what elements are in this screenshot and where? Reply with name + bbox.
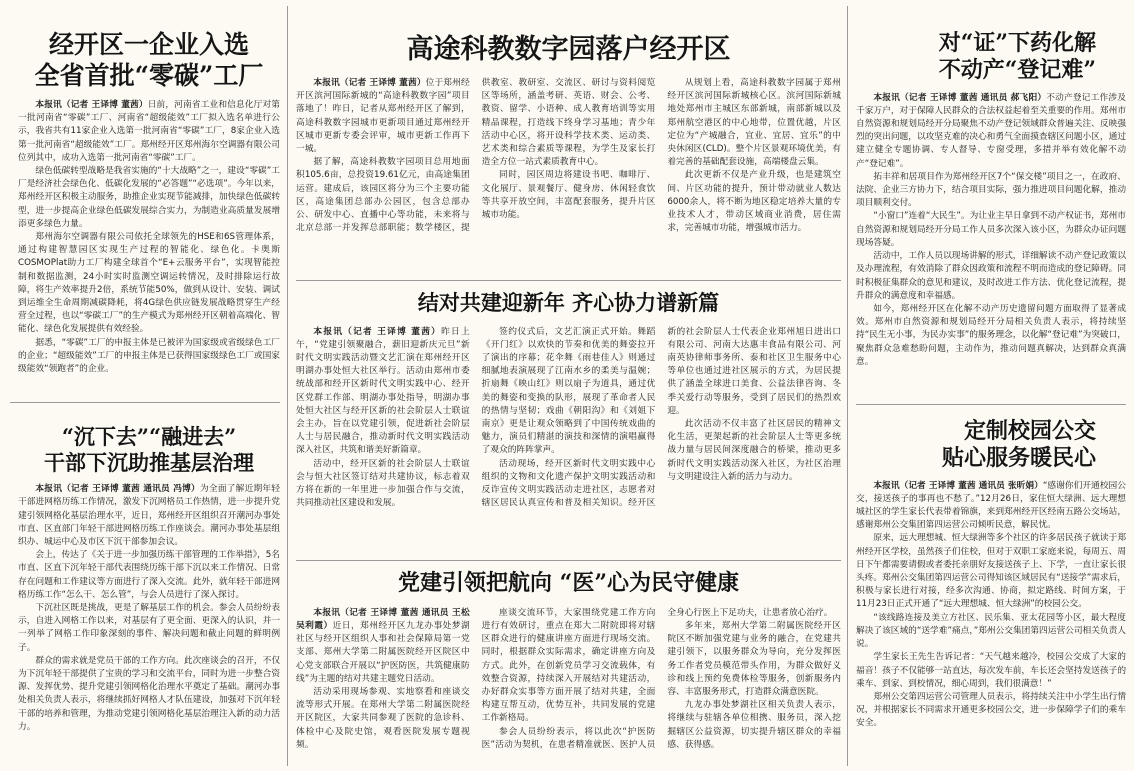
headline-line-1: 定制校园公交: [963, 418, 1096, 444]
section-rule-center-2: [296, 560, 841, 561]
headline-digital-park: 高途科教数字园落户经开区: [406, 34, 731, 65]
paragraph: 群众的需求就是党员干部的工作方向。此次座谈会的召开，不仅为下沉年轻干部提供了宝贵的学习和交流平台，同时为进一步整合资源、发挥优势、提升党建引领网格化治理水平奠定了基础。潮河办事处相关负责人表示，将继续抓好网格人才队伍建设，加强对下沉年轻干部的培养和管理，为推动党建引领网格化基层治理注入新的动力活力。: [18, 655, 280, 732]
paragraph: 下沉社区既是挑战，更是了解基层工作的机会。参会人员纷纷表示，自进入网格工作以来，对基层有了更全面、更深入的认识，并一一列举了网格工作印象深刻的事件、解决问题和截止问题的鲜明例子。: [18, 603, 280, 653]
article-body: [296, 326, 841, 552]
headline-line-1: 对“证”下药化解: [938, 30, 1096, 56]
article-body: [296, 607, 841, 759]
paragraph: 多年来，郑州大学第二附属医院经开区院区不断加强党建与业务的融合，在党建共建引领下，以服务群众为导向，充分发挥医务工作者党员模范带头作用，为群众做好义诊和线上预约免费体检等服务，创新服务内容、丰富服务形式，打造群众满意医院。: [667, 621, 841, 698]
byline: 本报讯（记者 王译博 董茜 通讯员 郝飞阳）: [873, 92, 1047, 103]
paragraph: 昨日上午，“党建引领聚融合，薪旧迎新庆元旦”新时代文明实践活动暨文艺汇演在郑州经开区明湖办事处恒大社区举行。活动由郑州市委统战部和经开区新时代文明实践中心、经开区党群工作部、明湖办事处指导，明湖办事处恒大社区与经开区新的社会阶层人士联谊会主办，旨在以党建引领，促进新社会阶层人士与居民融合，推动新时代文明实践活动深入社区，共筑和谐美好新篇章。: [296, 326, 470, 456]
article-body: [856, 480, 1126, 731]
paragraph: 绿色低碳转型战略是我省实施的“十大战略”之一，建设“零碳”工厂是经济社会绿色化、低碳化发展的“必答题”“必选项”。今年以来，郑州经开区积极主动服务，助推企业实现节能减排，加快绿色低碳转型，进一步提高企业绿色低碳发展综合实力，为制造业高质量发展增添更多绿色力量。: [18, 166, 280, 229]
article-grassroots: [18, 424, 280, 766]
article-school-bus: [856, 418, 1126, 766]
article-digital-park: [296, 34, 841, 278]
column-rule-left: [287, 6, 288, 766]
paragraph: 座谈交流环节，大家围绕党建工作方向进行有效研讨，重点在郑大二附院即将对辖区群众进行的健康讲座方面进行现场交流。同时，根据群众实际需求，确定讲座方向及方式。此外，在创新党员学习交流载体，有效整合资源，持续深入开展结对共建活动，办好群众实事等方面开展了结对共建，全面构建互帮互动，优势互补，共同发展的党建工作新格局。: [481, 607, 656, 724]
byline: 本报讯（记者 王译博 董茜）: [35, 100, 148, 110]
article-body: [856, 92, 1126, 369]
paragraph: 不动产登记工作涉及千家万户，对于保障人民群众的合法权益起着至关重要的作用。郑州市自然资源和规划局经开分局聚焦不动产登记领域群众普遍关注、反映强烈的突出问题，以攻坚克难的决心和勇气全面摸查辖区问题小区，通过建立健全专题协调、专人督导、专窗受理，多措并举有效化解不动产“登记难”。: [856, 92, 1126, 169]
paragraph: 活动中，工作人员以现场讲解的形式，详细解读不动产登记政策以及办理流程，有效消除了群众因政策和流程不明而造成的登记障碍。同时积极征集群众的意见和建议，及时改进工作方法、优化登记流程，提升群众的满意度和幸福感。: [856, 251, 1126, 301]
article-medical: [296, 570, 841, 766]
paragraph: 如今，郑州经开区在化解不动产历史遗留问题方面取得了显著成效。郑州市自然资源和规划局经开分局相关负责人表示，将持续坚持“民生无小事，为民办实事”的服务理念，以化解“登记难”为突破口，聚焦群众急难愁盼问题，主动作为，推动问题真解决，达到群众真满意。: [856, 303, 1126, 367]
article-body: [296, 77, 841, 273]
section-rule-right: [856, 404, 1126, 405]
paragraph: 原来，远大理想城、恒大绿洲等多个社区的许多居民孩子就读于郑州经开区学校，虽然孩子们住校，但对于双职工家庭来说，每周五、周日下午都需要请假或者委托亲朋好友接送孩子上、下学，一直让家长很头疼。郑州公交集团第四运营公司得知该区域居民有“送接学”需求后，积极与家长进行对接，经多次沟通、协商，拟定路线、时间方案，于11月23日正式开通了“远大理想城、恒大绿洲”的校园公交。: [856, 533, 1126, 610]
article-zero-carbon: [18, 30, 280, 402]
headline-line-2: 贴心服务暖民心: [941, 444, 1096, 471]
paragraph: 日前，河南省工业和信息化厅对第一批河南省“零碳”工厂、河南省“超级能效”工厂拟入选名单进行公示，我省共有11家企业入选第一批河南省“零碳”工厂，8家企业入选第一批河南省“超级能效”工厂。郑州经开区郑州海尔空调器有限公司位列其中，成功入选第一批河南省“零碳”工厂。: [18, 100, 280, 163]
paragraph: “小窗口”连着“大民生”。为让业主早日拿到不动产权证书，郑州市自然资源和规划局经开分局工作人员多次深入该小区，为群众办证问题现场答疑。: [856, 211, 1126, 248]
paragraph: 据了解，高途科教数字园项目总用地面积105.6亩，总投资19.61亿元，由高途集团运营。建成后，该园区将分为三个主要功能区，高途集团总部办公园区，包含总部办公、研发中心、直播中心等功能，未来将与北京总部一并发挥总部职能；数学楼区，提供教室、教研室、交流区、研讨与资料阅览区等场所，涵盖考研、英语、财会、公考、教资、留学、小语种、成人教育培训等实用精品课程，打造线下终身学习基地；青少年活动中心区，将开设科学技术类、运动类、艺术类和综合素质等课程，为学生及家长打造全方位一站式素质教育中心。: [296, 77, 656, 234]
headline-school-bus: [856, 418, 1126, 472]
article-body: [18, 99, 280, 376]
paragraph: 活动中，经开区新的社会阶层人士联谊会与恒大社区签订结对共建协议，标志着双方将在新的一年里进一步加强合作与交流，共同推动社区建设和发展。: [296, 458, 470, 509]
headline-grassroots: [18, 424, 280, 475]
headline-property: [856, 30, 1126, 84]
byline: 本报讯（记者 王译博 董茜 通讯员 冯博）: [35, 484, 200, 495]
article-body: [18, 483, 280, 734]
paragraph: 同时，园区周边将建设书吧、咖啡厅、文化展厅、景观餐厅、健身房、休闲轻食饮等共享开放空间，丰富配套服务，提升片区城市功能。: [481, 170, 656, 220]
headline-line-2: 全省首批“零碳”工厂: [34, 60, 264, 90]
headline-line-2: 不动产“登记难”: [938, 56, 1096, 83]
section-rule-left: [10, 402, 280, 403]
paragraph: 会上，传达了《关于进一步加强历练干部管理的工作举措》，5名市直、区直下沉年轻干部代表围绕历练干部下沉以来工作情况、日常存在问题和工作建议等方面进行了深入交流。此外，就年轻干部进网格历练工作“怎么干、怎么管”，与会人员进行了深入探讨。: [18, 550, 280, 600]
paragraph: 活动现场，经开区新时代文明实践中心组织的文物和文化遗产保护文明实践活动和反诈宣传文明实践活动走进社区，志愿者对辖区居民认真宣传和普及相关知识。经开区新的社会阶层人士代表企业郑州旭日进出口有限公司、河南大达惠丰食品有限公司、河南英协律师事务所、泰和社区卫生服务中心等单位也通过进社区展示的方式，为居民提供了涵盖全球进口美食、公益法律咨询、冬季关爱行动等服务，受到了居民们的热烈欢迎。: [481, 326, 841, 509]
article-property: [856, 30, 1126, 402]
paragraph: 从规划上看，高途科教数字园属于郑州经开区滨河国际新城核心区。滨河国际新城地处郑州市主城区东部新城，南部新城以及郑州航空港区的中心地带，位置优越，片区定位为“产城融合，宜业、宜居、宜乐”的中央休闲区(CLD)。整个片区景观环境优美，有着完善的基础配套设施，高端楼盘云集。: [667, 77, 841, 168]
paragraph: 位于郑州经开区滨河国际新城的“高途科教数字园”项目落地了！昨日，记者从郑州经开区了解到，高途科教数字园城市更新项目通过郑州经开区城市更新专委会评审，城市更新工作再下一城。: [296, 77, 470, 154]
paragraph: 活动采用现场参观、实地察看和座谈交流等形式开展。在郑州大学第二附属医院经开区院区，大家共同参观了医院的急诊科、体检中心及院史馆，观看医院发展专题视频。: [296, 687, 470, 750]
byline: 本报讯（记者 王译博 董茜 通讯员 张昕娟）: [873, 480, 1043, 491]
headline-line-2: 干部下沉助推基层治理: [44, 449, 254, 475]
paragraph: 参会人员纷纷表示，将以此次“护医防医”活动为契机，在患者精准就医、医护人员全身心行医上下足功夫，让患者放心治疗。: [481, 607, 833, 750]
byline: 本报讯（记者 王译博 董茜）: [313, 77, 426, 88]
headline-zero-carbon: [18, 30, 280, 91]
headline-new-year: 结对共建迎新年 齐心协力谱新篇: [417, 290, 720, 315]
paragraph: 此次更新不仅是产业升级，也是建筑空间、片区功能的提升，预计带动就业人数达6000余人，将不断为地区稳定培养大量的专业技术人才，带动区域商业消费，居住需求，完善城市功能，增强城市活力。: [667, 170, 841, 234]
byline: 本报讯（记者 王译博 董茜 通讯员 王松 吴利霞）: [296, 607, 470, 632]
paragraph: 近日，郑州经开区九龙办事处梦湖社区与经开区组织人事和社会保障局第一党支部、郑州大学第二附属医院经开区院区中心党支部联合开展以“护医防医，共筑健康防线”为主题的结对共建主题党日活动。: [296, 621, 470, 684]
section-rule-center-1: [296, 280, 841, 281]
paragraph: 学生家长王先生告诉记者：“天气越来越冷，校园公交成了大家的福音！孩子不仅能够一站直达，每次发车前，车长还会坚持发送孩子的乘车、到家、到校情况，细心周到，我们很满意！”: [856, 652, 1126, 689]
paragraph: 九龙办事处梦湖社区相关负责人表示，将继续与驻辖各单位相携、服务员，深入挖掘辖区公益资源，切实提升辖区群众的幸福感、获得感。: [667, 700, 841, 750]
paragraph: “该线路连接及美立方社区、民乐集、亚太花园等小区，最大程度解决了该区域的“送学难”痛点，”郑州公交集团第四运营公司相关负责人说。: [856, 612, 1126, 650]
headline-line-1: “沉下去”“融进去”: [61, 424, 237, 449]
headline-medical: 党建引领把航向 “医”心为民守健康: [398, 570, 739, 596]
headline-line-1: 经开区一企业入选: [48, 30, 249, 59]
paragraph: 据悉，“零碳”工厂的申报主体是已被评为国家级或省级绿色工厂的企业；“超级能效”工厂的申报主体是已获得国家级绿色工厂或国家级能效“领跑者”的企业。: [18, 337, 280, 375]
paragraph: 此次活动不仅丰富了社区居民的精神文化生活，更架起新的社会阶层人士等更多统战力量与居民间深度融合的桥梁，推动更多新时代文明实践活动深入社区，为社区治理与文明建设注入新的活力与动力。: [667, 419, 841, 482]
paragraph: “感谢你们开通校园公交，接送孩子的事再也不愁了。”12月26日，家住恒大绿洲、远大理想城社区的学生家长代表带着锦旗，来到郑州经开区经南五路公交场站，感谢郑州公交集团第四运营公司倾听民意，解民忧。: [856, 480, 1126, 531]
column-rule-right: [847, 6, 848, 766]
article-new-year: [296, 290, 841, 558]
paragraph: 郑州海尔空调器有限公司依托全球领先的HSE和6S管理体系，通过构建智慧园区实现生产过程的智能化、绿色化。卡奥斯COSMOPlat助力工厂构建全球首个“E+云服务平台”，实现智能控制和数据监测，24小时实时监测空调运转情况，及时排除运行故障，将生产效率提升2倍，系统节能50%，做到从设计、安装、调试到运维全生命周期减碳降耗，将4G绿色供应链发展战略贯穿生产经营全过程，也以“零碳工厂”的生产模式为郑州经开区朝着高端化、智能化、绿色化发展提供有效经验。: [18, 232, 280, 335]
paragraph: 郑州公交第四运营公司管理人员表示，将持续关注中小学生出行情况，并根据家长不同需求开通更多校园公交，进一步保障学子们的乘车安全。: [856, 691, 1126, 729]
paragraph: 拓丰祥和居项目作为郑州经开区7个“保交楼”项目之一，在政府、法院、企业三方协力下，结合项目实际，强力推进项目问题化解，推动项目顺利交付。: [856, 171, 1126, 209]
paragraph: 签约仪式后，文艺汇演正式开始。舞蹈《开门红》以欢快的节奏和优美的舞姿拉开了演出的序幕；花伞舞《雨巷佳人》则通过细腻地表演展现了江南水乡的柔美与温婉；折扇舞《映山红》则以扇子为道具，通过优美的舞姿和变换的队形，展现了革命者人民的热情与坚韧；戏曲《朝阳沟》和《刘姐下南京》更是让观众领略到了中国传统戏曲的魅力，演员们精湛的演技和深情的演唱赢得了观众的阵阵掌声。: [481, 326, 656, 456]
paragraph: 为全面了解近期年轻干部进网格历练工作情况，激发下沉网格员工作热情，进一步提升党建引领网格化基层治理水平，近日，郑州经开区组织召开潮河办事处市直、区直部门年轻干部进网格历练工作座谈会。潮河办事处基层组织办、城运中心及市区下沉干部参加会议。: [18, 484, 280, 548]
byline: 本报讯（记者 王译博 董茜）: [313, 326, 442, 337]
